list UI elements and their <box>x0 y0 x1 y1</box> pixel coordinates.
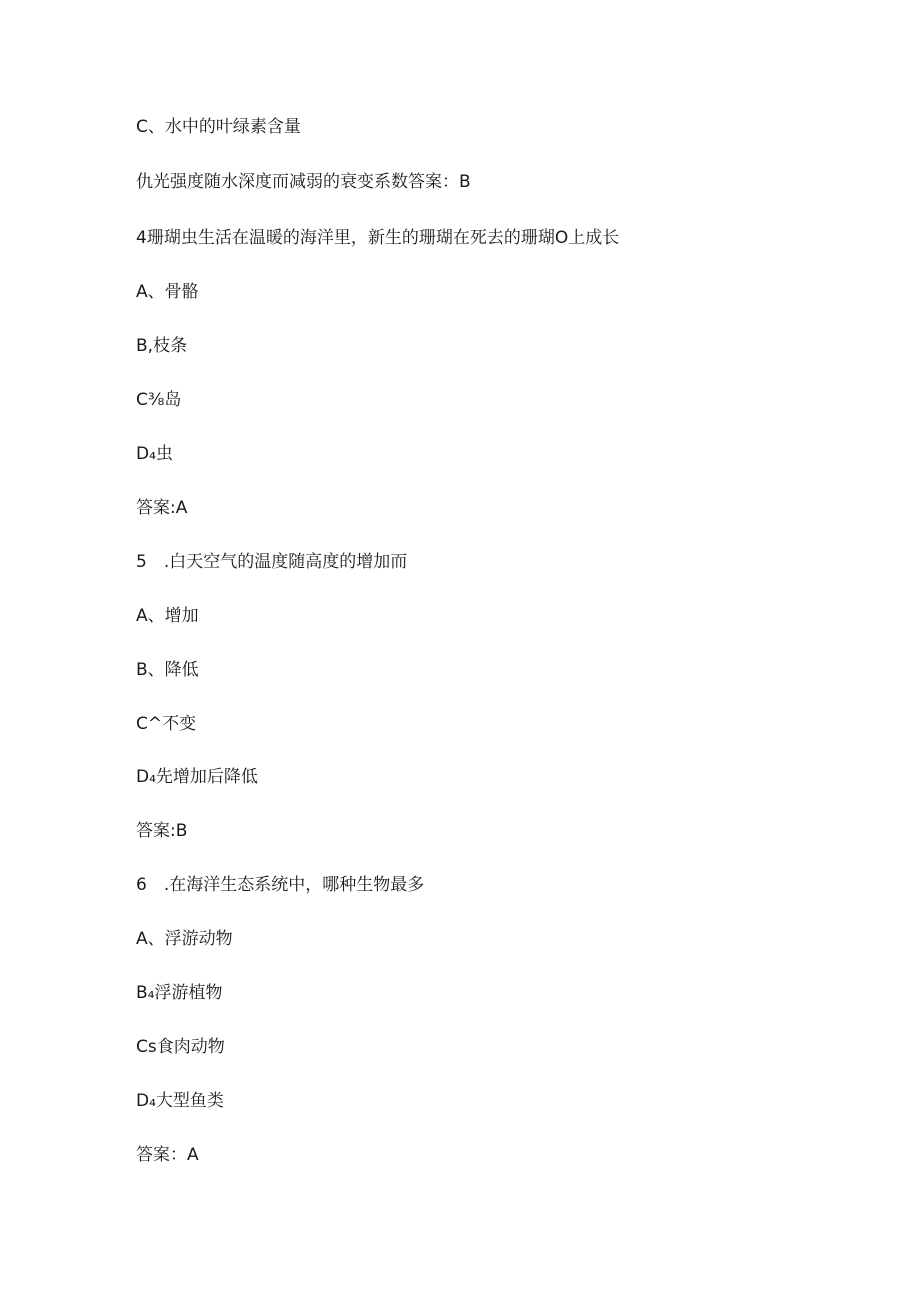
q6-option-a: A、浮游动物 <box>136 929 233 949</box>
q4-option-d: D₄虫 <box>136 444 173 464</box>
q4-option-a: A、骨骼 <box>136 282 199 302</box>
q6-option-d: D₄大型鱼类 <box>136 1091 224 1111</box>
q4-answer: 答案:A <box>136 498 188 518</box>
q4-option-c: C⅜岛 <box>136 390 182 410</box>
q5-answer: 答案:B <box>136 821 188 841</box>
option-c-chlorophyll: C、水中的叶绿素含量 <box>136 117 301 137</box>
q4-option-b: B,枝条 <box>136 336 188 356</box>
q5-option-c: C^不变 <box>136 714 197 734</box>
option-d-attenuation-answer: 仇光强度随水深度而减弱的衰变系数答案：B <box>136 172 471 192</box>
q5-option-b: B、降低 <box>136 660 199 680</box>
question-5: 5 .白天空气的温度随高度的增加而 <box>136 552 408 572</box>
q5-option-d: D₄先增加后降低 <box>136 767 258 787</box>
q6-option-c: Cs食肉动物 <box>136 1037 225 1057</box>
question-4: 4珊瑚虫生活在温暖的海洋里，新生的珊瑚在死去的珊瑚O上成长 <box>136 228 620 248</box>
q5-option-a: A、增加 <box>136 606 199 626</box>
q6-option-b: B₄浮游植物 <box>136 983 223 1003</box>
q6-answer: 答案：A <box>136 1145 199 1165</box>
question-6: 6 .在海洋生态系统中，哪种生物最多 <box>136 875 425 895</box>
